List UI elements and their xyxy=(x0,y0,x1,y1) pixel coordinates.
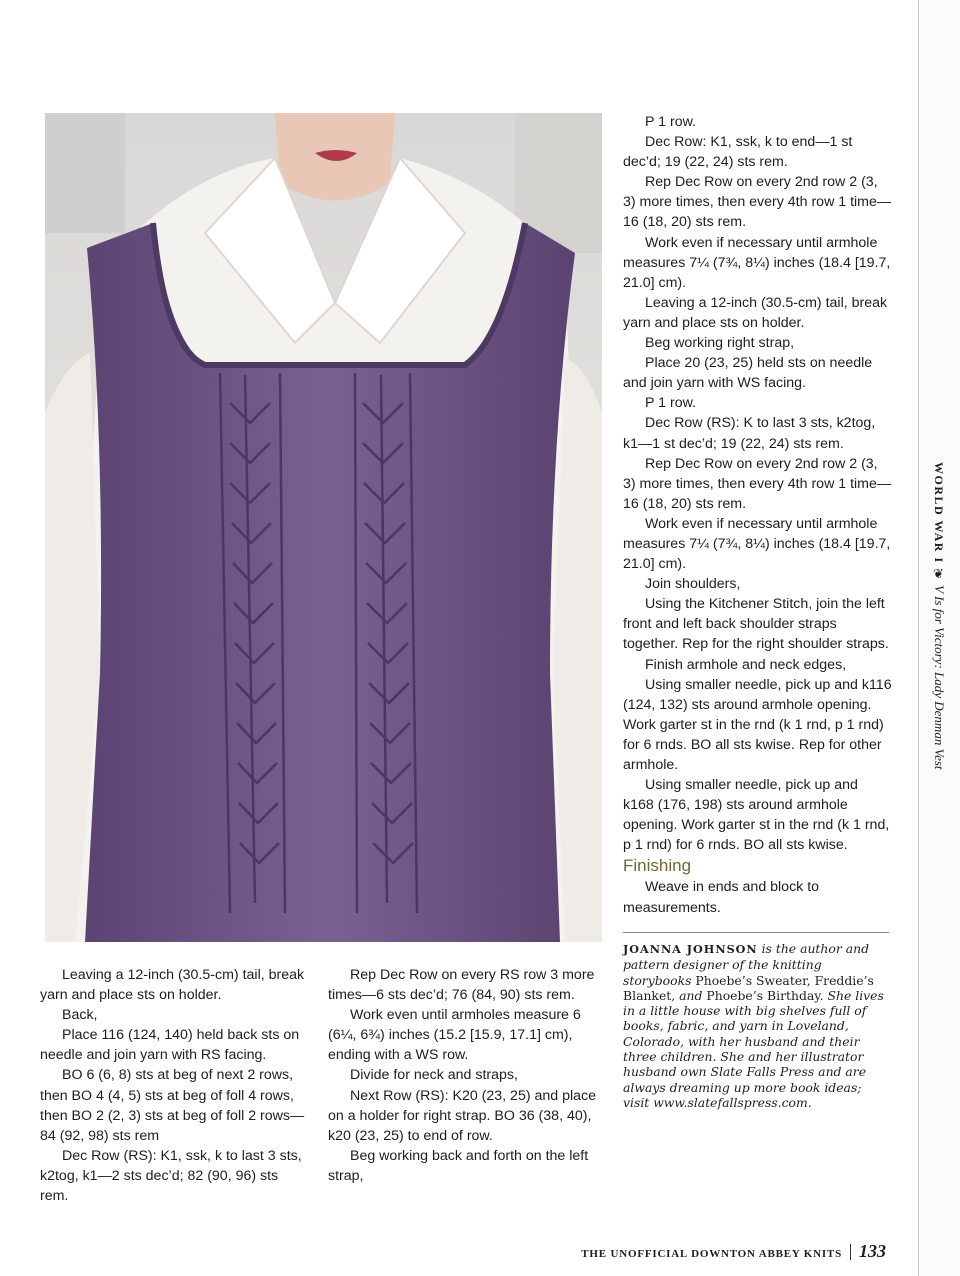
instruction-paragraph: Join shoulders, xyxy=(645,576,741,593)
instruction-paragraph: Leaving a 12-inch (30.5-cm) tail, break yarn and place sts on holder. xyxy=(623,294,888,331)
finishing-heading: Finishing xyxy=(623,856,692,876)
page-number: 133 xyxy=(859,1241,886,1261)
section-title: WORLD WAR I xyxy=(932,462,946,564)
instruction-paragraph: Rep Dec Row on every 2nd row 2 (3, 3) more times, then every 4th row 1 time—16 (18, 20) sts rem. xyxy=(623,174,892,231)
footer-divider xyxy=(850,1244,851,1260)
instruction-paragraph: Leaving a 12-inch (30.5-cm) tail, break yarn and place sts on holder. xyxy=(40,967,305,1004)
window-frame-left xyxy=(45,113,125,233)
finishing-text: Weave in ends and block to measurements. xyxy=(623,879,820,916)
book-title: Phoebe’s Sweater, Freddie’s Blanket, xyxy=(623,972,874,1003)
page-footer xyxy=(581,1241,886,1262)
right-column xyxy=(623,112,892,918)
instruction-paragraph: Place 116 (124, 140) held back sts on needle and join yarn with RS facing. xyxy=(40,1027,300,1064)
instruction-paragraph: BO 6 (6, 8) sts at beg of next 2 rows, then BO 4 (4, 5) sts at beg of foll 4 rows, then BO 2 (2, 3) sts at beg of foll 2 rows—84 (92, 98) sts rem xyxy=(40,1067,305,1144)
instruction-paragraph: Using smaller needle, pick up and k168 (176, 198) sts around armhole opening. Work garter st in the rnd (k 1 rnd, p 1 rnd) for 6 rnds. BO all sts kwise. xyxy=(623,777,890,854)
chapter-subtitle: V Is for Victory: Lady Denman Vest xyxy=(932,585,947,770)
instruction-paragraph: Work even if necessary until armhole measures 7¼ (7¾, 8¼) inches (18.4 [19.7, 21.0] cm). xyxy=(623,234,891,291)
instruction-paragraph: P 1 row. xyxy=(645,114,696,130)
bio-text: and xyxy=(675,987,707,1003)
fleuron-icon: ❦ xyxy=(932,566,947,582)
instruction-paragraph: Rep Dec Row on every 2nd row 2 (3, 3) more times, then every 4th row 1 time—16 (18, 20) sts rem. xyxy=(623,455,892,512)
vest-illustration xyxy=(45,113,602,942)
bio-text: is the author and pattern designer of the knitting storybooks xyxy=(623,941,870,988)
footer-book-title: THE UNOFFICIAL DOWNTON ABBEY KNITS xyxy=(581,1248,842,1260)
instruction-paragraph: Work even if necessary until armhole measures 7¼ (7¾, 8¼) inches (18.4 [19.7, 21.0] cm). xyxy=(623,515,891,573)
instruction-paragraph: P 1 row. xyxy=(645,395,696,412)
author-name: JOANNA JOHNSON xyxy=(623,942,758,956)
bottom-left-column xyxy=(40,965,308,1206)
instruction-paragraph: Beg working right strap, xyxy=(645,335,795,352)
bio-text: She lives in a little house with big shelves full of books, fabric, and yarn in Loveland, Colorado, with her husband and their three children. She and her illustrator husband own Slate Falls Press and are always dreaming up more book ideas; visit www.slatefallspress.com. xyxy=(623,987,884,1110)
instruction-paragraph: Dec Row: K1, ssk, k to end—1 st dec’d; 19 (22, 24) sts rem. xyxy=(623,134,853,171)
instruction-paragraph: Using the Kitchener Stitch, join the left front and left back shoulder straps together. Rep for the right shoulder straps. xyxy=(623,596,889,653)
book-title: Phoebe’s Birthday. xyxy=(706,987,824,1003)
running-head xyxy=(926,462,952,862)
instruction-paragraph: Finish armhole and neck edges, xyxy=(645,656,847,673)
instruction-paragraph: Dec Row (RS): K to last 3 sts, k2tog, k1—1 st dec’d; 19 (22, 24) sts rem. xyxy=(623,415,876,452)
instruction-paragraph: Work even until armholes measure 6 (6¼, 6¾) inches (15.2 [15.9, 17.1] cm), ending with a WS row. xyxy=(328,1007,581,1064)
instruction-paragraph: Dec Row (RS): K1, ssk, k to last 3 sts, k2tog, k1—2 sts dec’d; 82 (90, 96) sts rem. xyxy=(40,1147,302,1205)
instruction-paragraph: Back, xyxy=(62,1007,98,1024)
author-bio xyxy=(623,932,889,1110)
vest-photo xyxy=(45,113,602,942)
instruction-paragraph: Next Row (RS): K20 (23, 25) and place on a holder for right strap. BO 36 (38, 40), k20 (23, 25) to end of row. xyxy=(328,1087,597,1144)
bottom-middle-column xyxy=(328,965,599,1186)
instruction-paragraph: Using smaller needle, pick up and k116 (124, 132) sts around armhole opening. Work garter st in the rnd (k 1 rnd, p 1 rnd) for 6 rnds. BO all sts kwise. Rep for other armhole. xyxy=(623,676,892,773)
instruction-paragraph: Place 20 (23, 25) held sts on needle and join yarn with WS facing. xyxy=(623,355,873,392)
instruction-paragraph: Divide for neck and straps, xyxy=(350,1067,518,1084)
instruction-paragraph: Beg working back and forth on the left strap, xyxy=(328,1147,589,1184)
instruction-paragraph: Rep Dec Row on every RS row 3 more times—6 sts dec’d; 76 (84, 90) sts rem. xyxy=(328,967,595,1004)
